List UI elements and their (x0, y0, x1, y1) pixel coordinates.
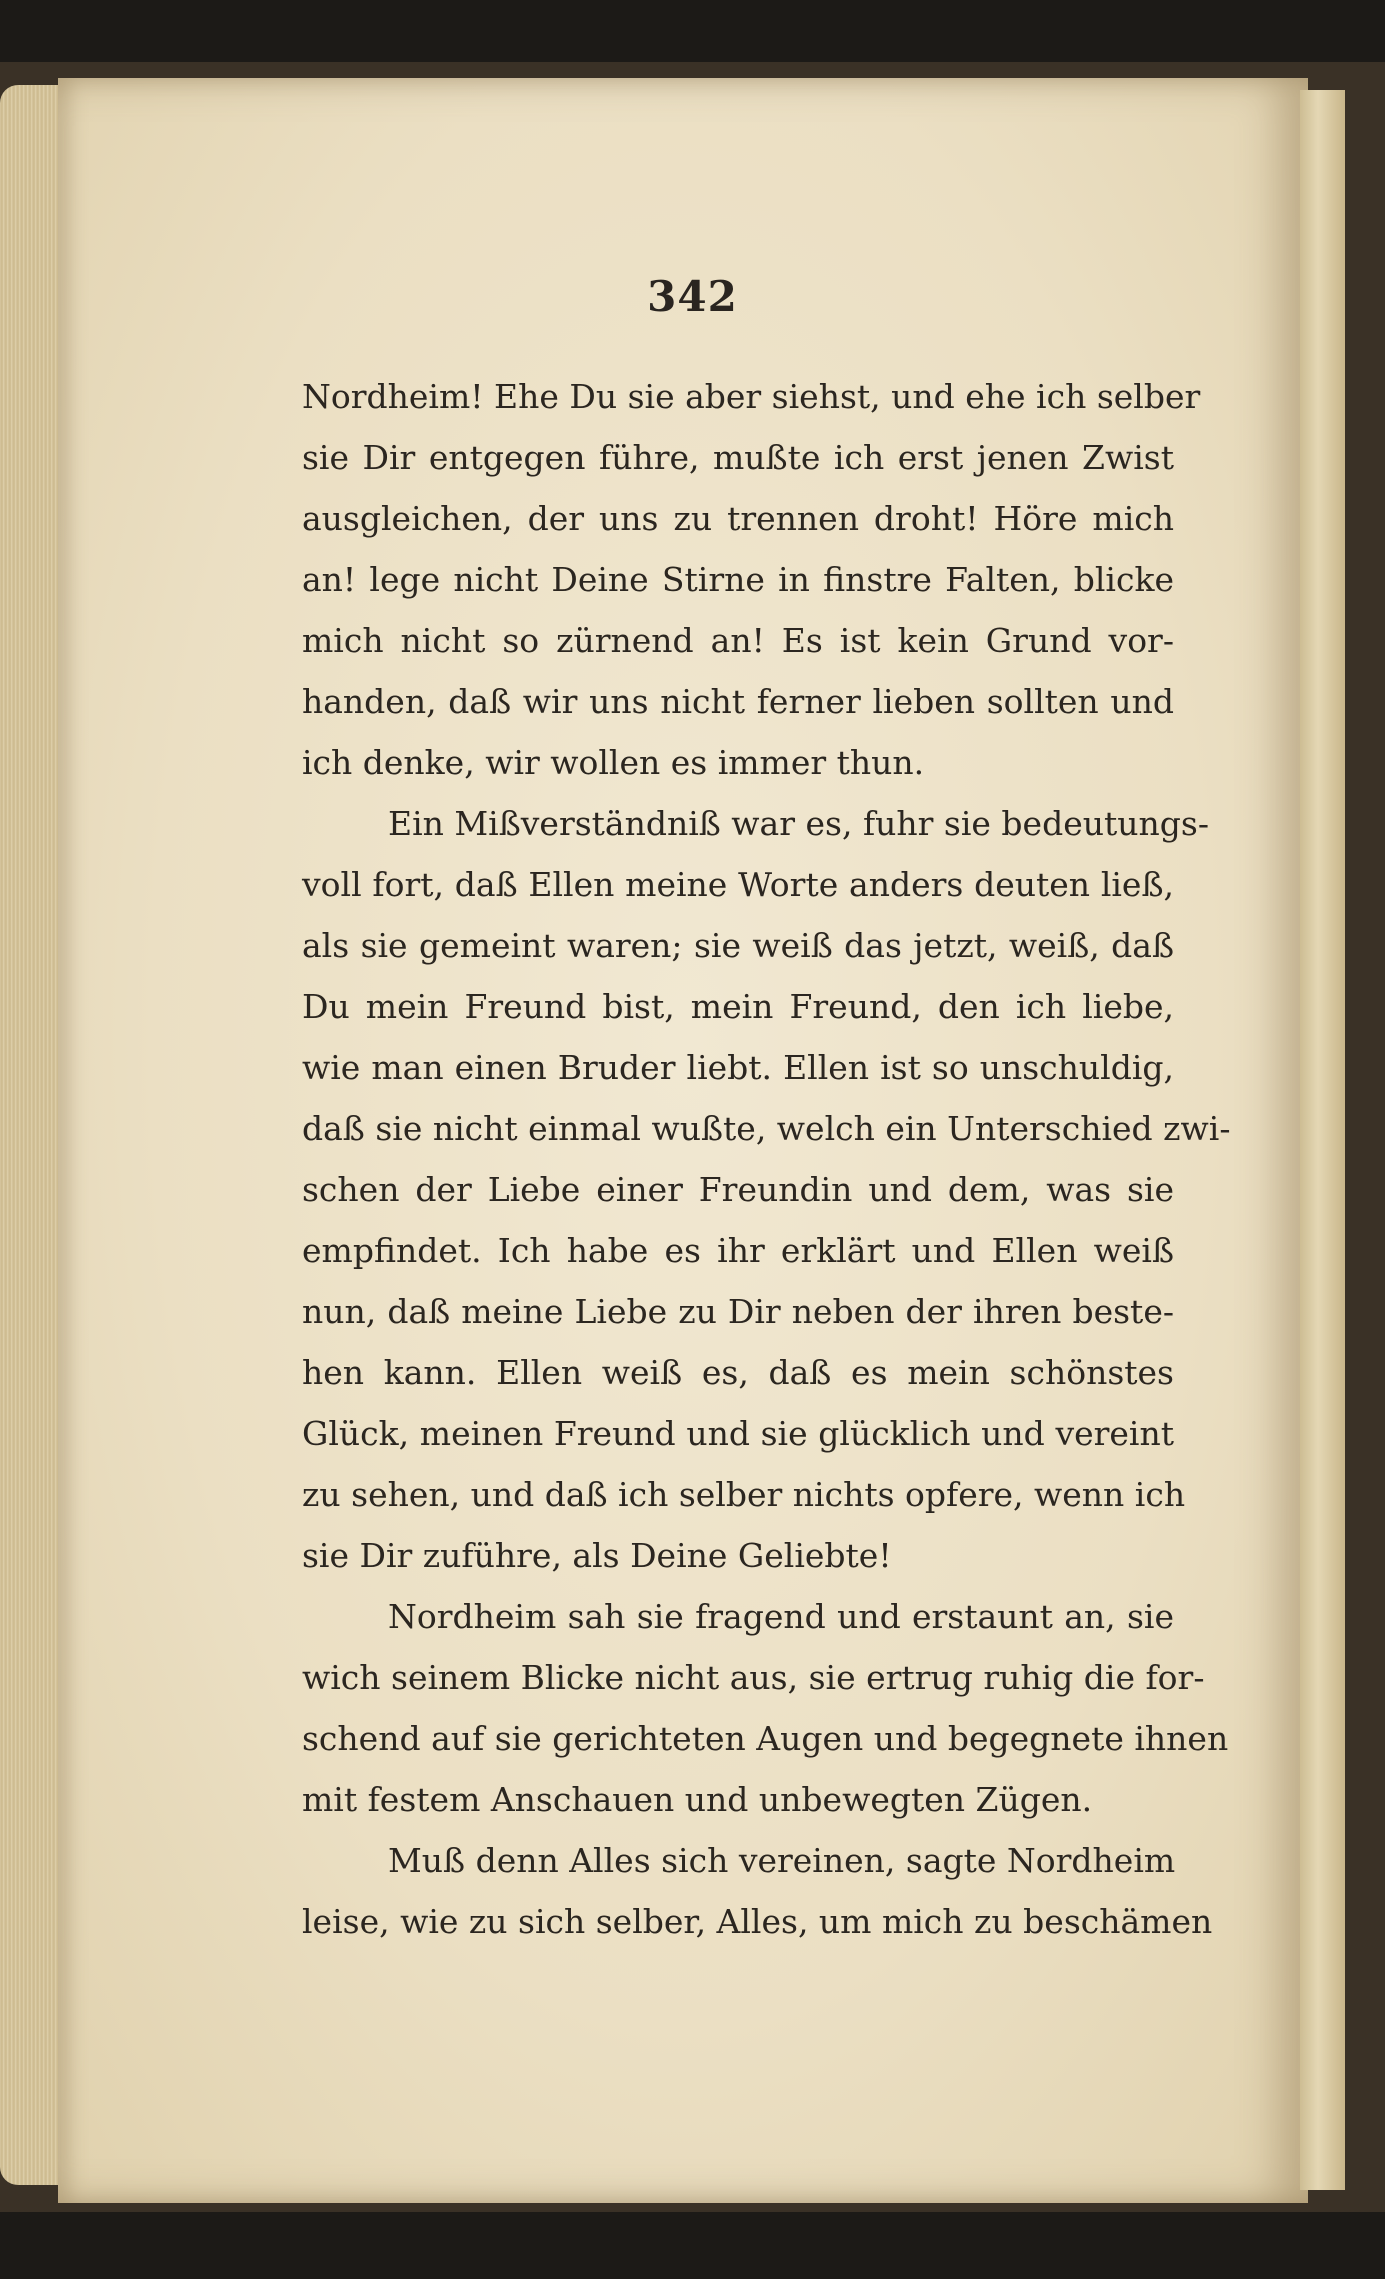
text-line: mich nicht so zürnend an! Es ist kein Grund vor- (302, 621, 1174, 660)
text-line: daß sie nicht einmal wußte, welch ein Unterschied zwi- (302, 1109, 1231, 1148)
text-line: wich seinem Blicke nicht aus, sie ertrug ruhig die for- (302, 1658, 1205, 1697)
text-line: ich denke, wir wollen es immer thun. (302, 743, 925, 782)
text-line: wie man einen Bruder liebt. Ellen ist so unschuldig, (302, 1048, 1174, 1087)
text-line: Muß denn Alles sich vereinen, sagte Nordheim (388, 1841, 1176, 1880)
text-line: handen, daß wir uns nicht ferner lieben sollten und (302, 682, 1174, 721)
text-line: schen der Liebe einer Freundin und dem, was sie (302, 1170, 1174, 1209)
text-line: Du mein Freund bist, mein Freund, den ich liebe, (302, 987, 1174, 1026)
text-line: leise, wie zu sich selber, Alles, um mich zu beschämen (302, 1902, 1213, 1941)
text-line: zu sehen, und daß ich selber nichts opfere, wenn ich (302, 1475, 1186, 1514)
text-line: Ein Mißverständniß war es, fuhr sie bedeutungs- (388, 804, 1209, 843)
page-number: 342 (647, 272, 738, 321)
text-line: Nordheim! Ehe Du sie aber siehst, und ehe ich selber (302, 377, 1201, 416)
text-line: Glück, meinen Freund und sie glücklich und vereint (302, 1414, 1174, 1453)
text-line: nun, daß meine Liebe zu Dir neben der ihren beste- (302, 1292, 1174, 1331)
body-text (302, 366, 1231, 1952)
right-page-edge (1300, 90, 1345, 2190)
text-line: ausgleichen, der uns zu trennen droht! Höre mich (302, 499, 1174, 538)
text-line: als sie gemeint waren; sie weiß das jetzt, weiß, daß (302, 926, 1174, 965)
text-line: Nordheim sah sie fragend und erstaunt an, sie (388, 1597, 1174, 1636)
text-line: hen kann. Ellen weiß es, daß es mein schönstes (302, 1353, 1174, 1392)
text-line: empfindet. Ich habe es ihr erklärt und Ellen weiß (302, 1231, 1174, 1270)
text-line: an! lege nicht Deine Stirne in finstre Falten, blicke (302, 560, 1174, 599)
text-line: voll fort, daß Ellen meine Worte anders deuten ließ, (302, 865, 1174, 904)
text-line: sie Dir entgegen führe, mußte ich erst jenen Zwist (302, 438, 1174, 477)
text-line: sie Dir zuführe, als Deine Geliebte! (302, 1536, 892, 1575)
text-line: schend auf sie gerichteten Augen und begegnete ihnen (302, 1719, 1229, 1758)
text-line: mit festem Anschauen und unbewegten Zügen. (302, 1780, 1093, 1819)
